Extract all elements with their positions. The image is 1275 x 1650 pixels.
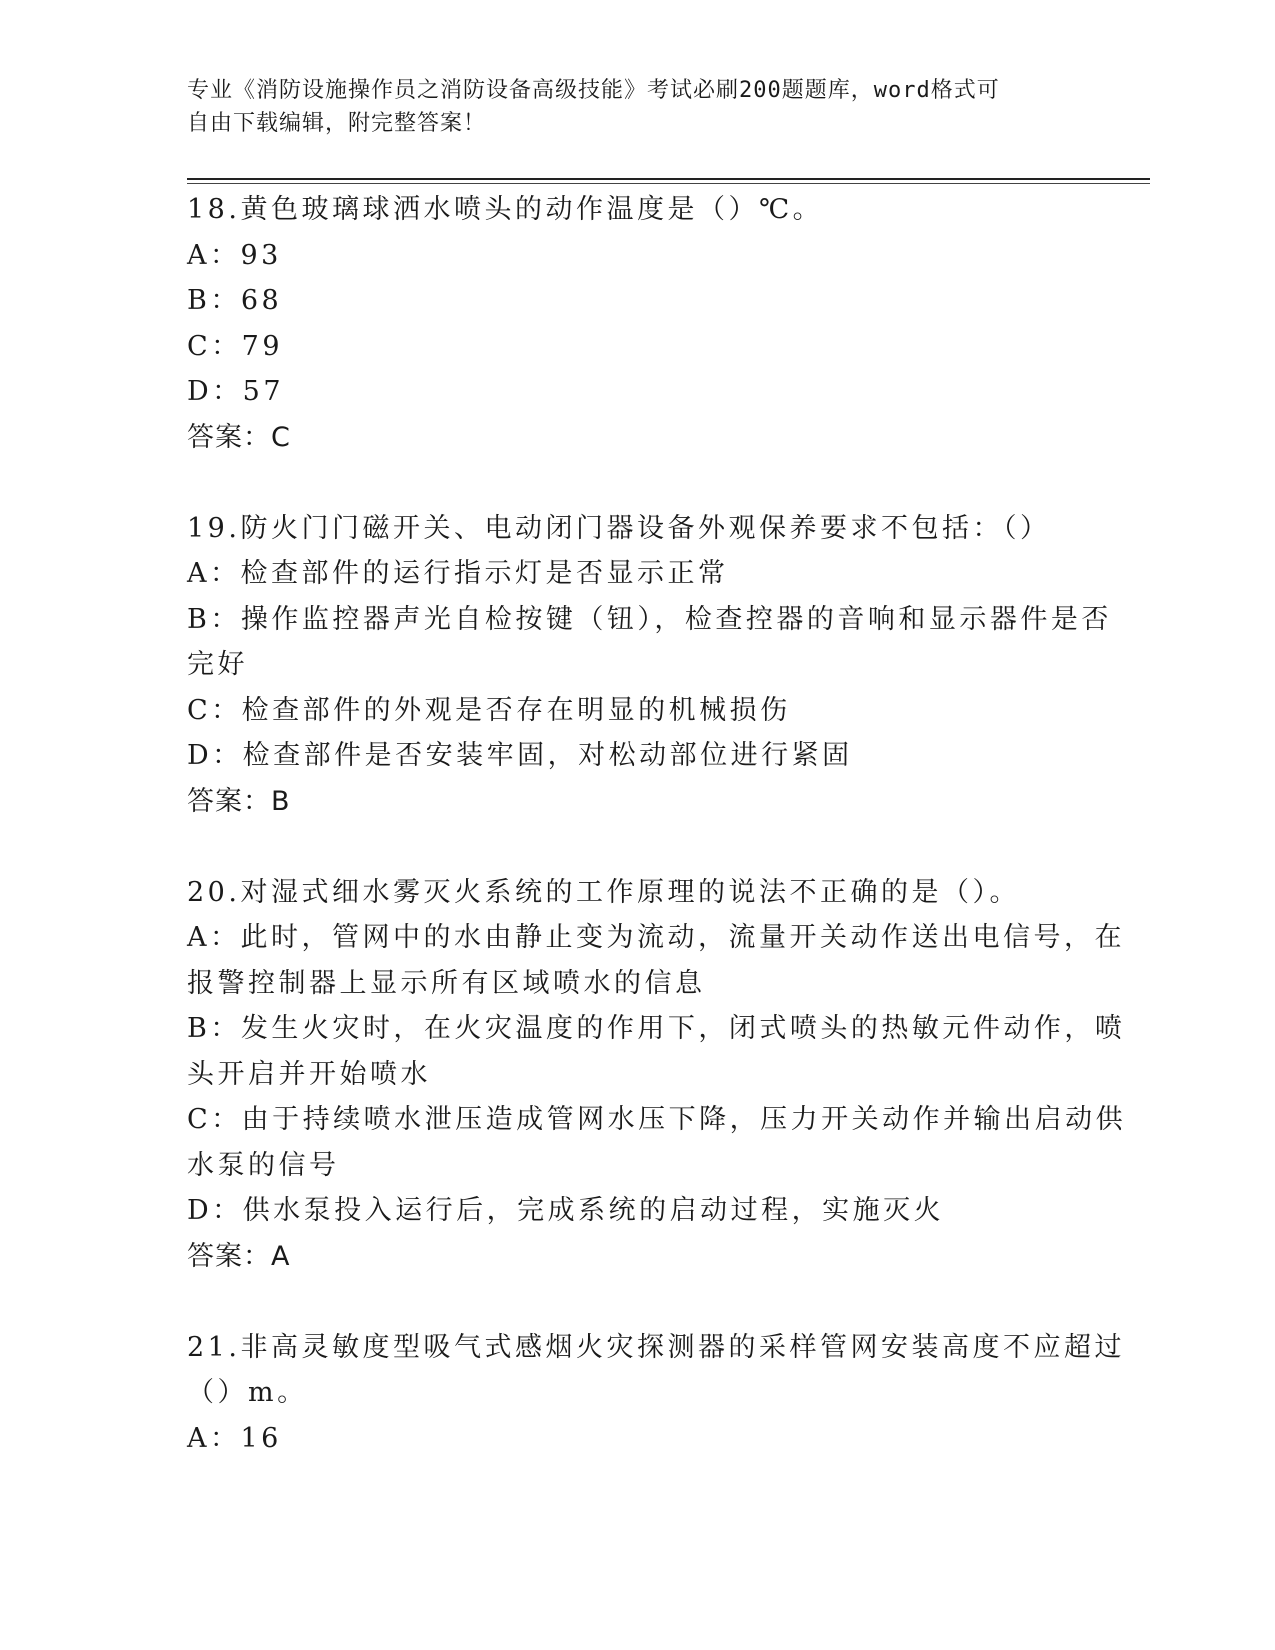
option-line: A：16 xyxy=(187,1422,282,1454)
question-spacer xyxy=(187,1279,1067,1325)
question-stem: 20.对湿式细水雾灭火系统的工作原理的说法不正确的是（）。 xyxy=(187,876,1020,908)
question-stem: 19.防火门门磁开关、电动闭门器设备外观保养要求不包括：（） xyxy=(187,512,1051,544)
header-divider-thick xyxy=(187,178,1150,180)
option-line: C：检查部件的外观是否存在明显的机械损伤 xyxy=(187,694,791,726)
option-line: D：检查部件是否安装牢固，对松动部位进行紧固 xyxy=(187,740,853,771)
option-line: A：检查部件的运行指示灯是否显示正常 xyxy=(187,558,729,589)
header-line-2: 自由下载编辑，附完整答案！ xyxy=(187,111,487,136)
answer-line: 答案：B xyxy=(187,785,291,817)
option-line: C：79 xyxy=(187,330,284,362)
option-line: D：57 xyxy=(187,376,285,407)
option-line: B：68 xyxy=(187,285,283,316)
question-stem: 18.黄色玻璃球洒水喷头的动作温度是（）℃。 xyxy=(187,194,824,225)
question-block xyxy=(187,1325,1125,1462)
question-block xyxy=(187,870,1127,1280)
option-line: A：93 xyxy=(187,239,282,271)
option-line: B：操作监控器声光自检按键（钮），检查控器的音响和显示器件是否 xyxy=(187,603,1112,635)
question-stem: 21.非高灵敏度型吸气式感烟火灾探测器的采样管网安装高度不应超过 xyxy=(187,1331,1125,1363)
question-block xyxy=(187,187,1067,460)
question-stem: （）m。 xyxy=(187,1377,308,1408)
option-line: B：发生火灾时，在火灾温度的作用下，闭式喷头的热敏元件动作，喷 xyxy=(187,1013,1126,1044)
document-header xyxy=(187,74,1067,140)
answer-line: 答案：A xyxy=(187,1240,291,1272)
option-line: C：由于持续喷水泄压造成管网水压下降，压力开关动作并输出启动供 xyxy=(187,1104,1127,1135)
question-list xyxy=(187,187,1127,1461)
option-line: 水泵的信号 xyxy=(187,1149,340,1181)
answer-line: 答案：C xyxy=(187,421,291,453)
question-spacer xyxy=(187,460,1067,506)
option-line: 完好 xyxy=(187,649,248,680)
option-line: 头开启并开始喷水 xyxy=(187,1058,431,1090)
option-line: 报警控制器上显示所有区域喷水的信息 xyxy=(187,967,706,999)
option-line: D：供水泵投入运行后，完成系统的启动过程，实施灭火 xyxy=(187,1195,945,1226)
header-line-1: 专业《消防设施操作员之消防设备高级技能》考试必刷200题题库，word格式可 xyxy=(187,78,1000,103)
header-divider-thin xyxy=(187,183,1150,184)
question-spacer xyxy=(187,824,1067,870)
question-block xyxy=(187,506,1112,825)
option-line: A：此时，管网中的水由静止变为流动，流量开关动作送出电信号，在 xyxy=(187,922,1125,953)
